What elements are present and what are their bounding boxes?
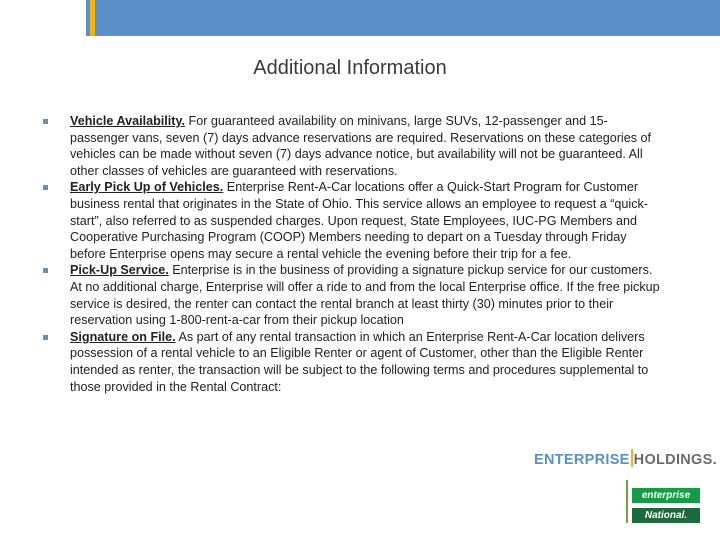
list-item-pickup-service [40, 262, 660, 328]
logo-separator [631, 449, 633, 467]
logo-text-holdings: HOLDINGS. [633, 452, 717, 468]
national-brand-logo: National. [632, 508, 700, 523]
header-bar [0, 0, 720, 36]
bullet-icon [43, 119, 48, 124]
item-text: As part of any rental transaction in which an Enterprise Rent-A-Car location delivers possession of a rental vehicle to an Eligible Renter or agent of Customer, other than the Eligible Renter intended as renter, the transaction will be subject to the following terms and procedures supplemental to those provided in the Rental Contract: [70, 329, 649, 394]
header-left-panel [0, 0, 86, 36]
item-heading: Signature on File. [70, 329, 176, 344]
item-heading: Early Pick Up of Vehicles. [70, 180, 224, 195]
list-item-signature-on-file [40, 329, 660, 395]
bullet-icon [43, 185, 48, 190]
item-heading: Pick-Up Service. [70, 263, 169, 278]
list-item-early-pickup [40, 179, 660, 262]
enterprise-brand-logo: enterprise [632, 488, 700, 503]
bullet-icon [43, 268, 48, 273]
bullet-icon [43, 335, 48, 340]
list-item-vehicle-availability [40, 113, 660, 179]
item-heading: Vehicle Availability. [70, 114, 186, 128]
header-accent-stripe [90, 0, 95, 36]
brand-divider [626, 480, 628, 523]
item-text: Enterprise Rent-A-Car locations offer a Quick-Start Program for Customer business rental that originates in the State of Ohio. This service allows an employee to request a “quick-start”, also referred to as suspended charges. Upon request, State Employees, IUC-PG Members and Cooperative Purchasing Program (COOP) Members needing to depart on a Tuesday through Friday before Enterprise opens may secure a rental vehicle the evening before their trip for a fee. [70, 180, 648, 261]
item-text: Enterprise is in the business of providing a signature pickup service for our customers. At no additional charge, Enterprise will offer a ride to and from the local Enterprise office. If the free pickup service is desired, the renter can contact the rental branch at least thirty (30) minutes prior to their reservation using 1-800-rent-a-car from their pickup location [70, 263, 660, 328]
enterprise-holdings-logo [534, 449, 717, 468]
logo-text-enterprise: ENTERPRISE [534, 452, 630, 468]
page-title: Additional Information [253, 57, 447, 79]
info-list [40, 113, 660, 395]
item-text: For guaranteed availability on minivans, large SUVs, 12-passenger and 15-passenger vans, seven (7) days advance reservations are required. Reservations on these categories of vehicles can be made without seven (7) days advance notice, but availability will not be guaranteed. All other classes of vehicles are guaranteed with reservations. [70, 114, 652, 178]
